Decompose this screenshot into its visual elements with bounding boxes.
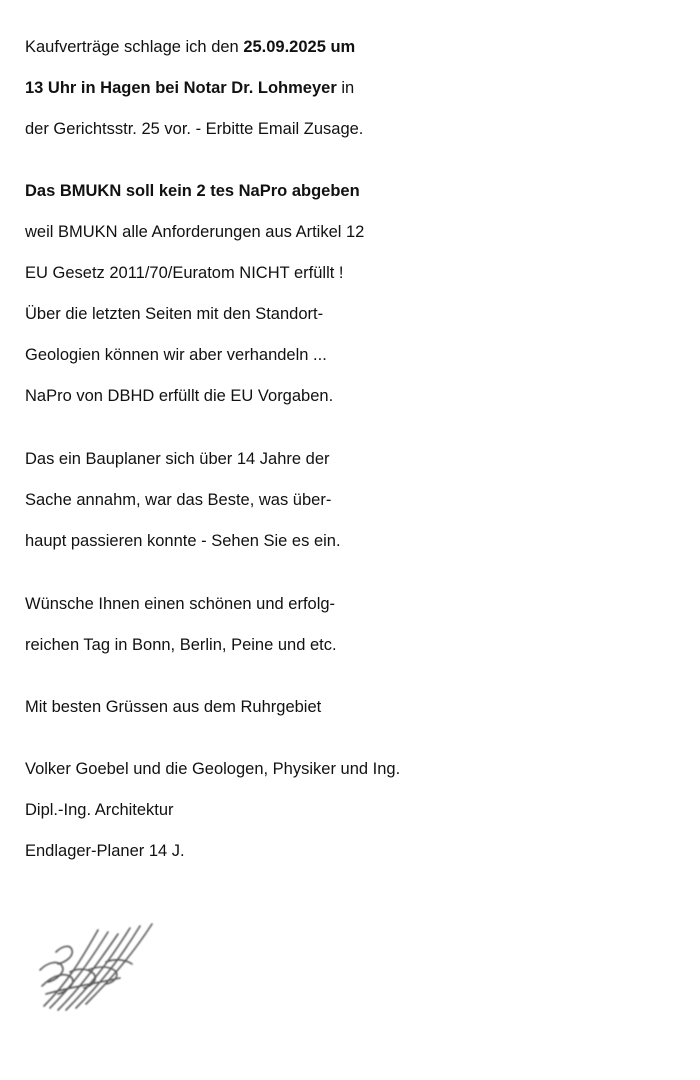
closing-line: Mit besten Grüssen aus dem Ruhrgebiet [25, 698, 322, 716]
paragraph-3-line-1: Das ein Bauplaner sich über 14 Jahre der [25, 450, 330, 468]
appointment-place: 13 Uhr in Hagen bei Notar Dr. Lohmeyer [25, 79, 337, 97]
appointment-date: 25.09.2025 um [243, 38, 356, 56]
paragraph-4-line-1: Wünsche Ihnen einen schönen und erfolg- [25, 595, 336, 613]
paragraph-2-heading: Das BMUKN soll kein 2 tes NaPro abgeben [25, 182, 360, 200]
handwritten-signature [36, 922, 160, 1014]
paragraph-2-line-5: Geologien können wir aber verhandeln ... [25, 346, 327, 364]
paragraph-2-line-6: NaPro von DBHD erfüllt die EU Vorgaben. [25, 387, 334, 405]
sender-title: Dipl.-Ing. Architektur [25, 801, 174, 819]
paragraph-2-line-4: Über die letzten Seiten mit den Standort- [25, 305, 324, 323]
paragraph-4-line-2: reichen Tag in Bonn, Berlin, Peine und etc. [25, 636, 337, 654]
sender-role: Endlager-Planer 14 J. [25, 842, 185, 860]
paragraph-2-line-2: weil BMUKN alle Anforderungen aus Artikel 12 [25, 223, 365, 241]
appointment-text-2: in [336, 79, 355, 97]
appointment-line-1 [25, 37, 355, 57]
paragraph-3-line-3: haupt passieren konnte - Sehen Sie es ein. [25, 532, 341, 550]
appointment-line-3: der Gerichtsstr. 25 vor. - Erbitte Email Zusage. [25, 120, 364, 138]
paragraph-2-line-3: EU Gesetz 2011/70/Euratom NICHT erfüllt ! [25, 264, 344, 282]
appointment-text-1: Kaufverträge schlage ich den [25, 38, 244, 56]
sender-name: Volker Goebel und die Geologen, Physiker und Ing. [25, 760, 401, 778]
appointment-line-2 [25, 78, 354, 98]
paragraph-3-line-2: Sache annahm, war das Beste, was über- [25, 491, 332, 509]
